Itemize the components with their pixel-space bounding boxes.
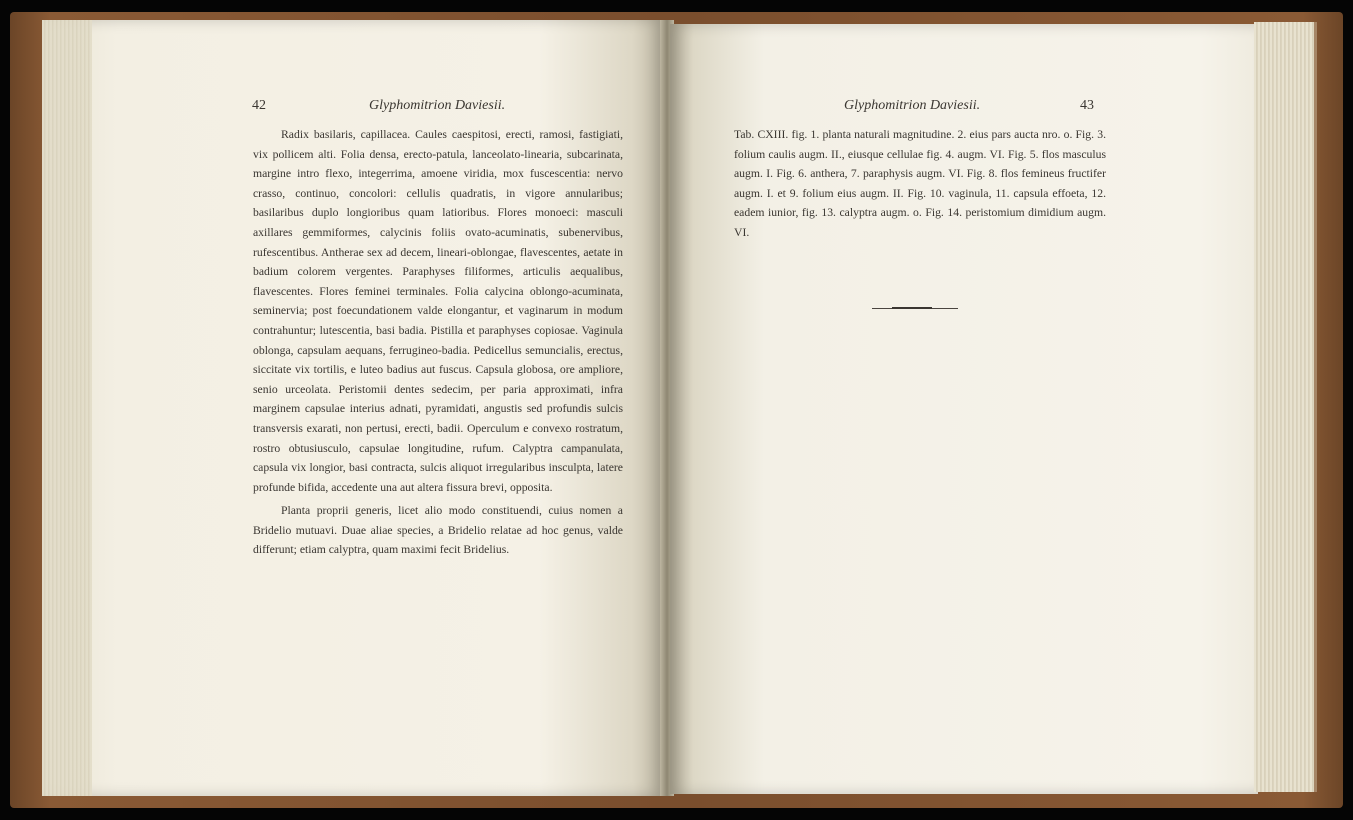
right-running-head: Glyphomitrion Daviesii. bbox=[844, 98, 981, 113]
left-page-number: 42 bbox=[252, 98, 266, 113]
left-paragraph-2: Planta proprii generis, licet alio modo constituendi, cuius nomen a Bridelio mutuavi. Duae aliae species, a Bridelio relatae ad hoc genus, valde differunt; etiam calyptra, quam maximi fecit Bridelius. bbox=[253, 504, 623, 557]
plate-explanation: Tab. CXIII. fig. 1. planta naturali magnitudine. 2. eius pars aucta nro. o. Fig. 3. folium caulis augm. II., eiusque cellulae fig. 4. augm. VI. Fig. 5. flos masculus augm. I. Fig. 6. anthera, 7. paraphysis augm. VI. Fig. 8. flos femineus fructifer augm. I. et 9. folium eius augm. II. Fig. 10. vaginula, 11. capsula effoeta, 12. eadem iunior, fig. 13. calyptra augm. o. Fig. 14. peristomium dimidium augm. VI. bbox=[734, 128, 1106, 239]
right-page-number: 43 bbox=[1080, 98, 1094, 113]
left-paragraph-1: Radix basilaris, capillacea. Caules caespitosi, erecti, ramosi, fastigiati, vix pollicem alti. Folia densa, erecto-patula, lanceolato-linearia, subcarinata, margine intro flexo, integerrima, amoene viridia, mox fuscescentia: nervo crasso, continuo, concolori: cellulis quadratis, in vigore annularibus; basilaribus duplo longioribus quam latioribus. Flores monoeci: masculi axillares gemmiformes, calycinis foliis ovato-acuminatis, subenervibus, rufescentibus. Antherae sex ad decem, lineari-oblongae, flavescentes, aetate in badium colorem vergentes. Paraphyses filiformes, articulis aequalibus, flavescentes. Flores feminei terminales. Folia calycina oblongo-acuminata, seminervia; post foecundationem valde elongantur, et vaginarum in modum contrahuntur; lutescentia, basi badia. Pistilla et paraphyses copiosae. Vaginula oblonga, capsulam aequans, ferrugineo-badia. Pedicellus semuncialis, erectus, siccitate vix tortilis, e luteo badius aut fuscus. Capsula globosa, ore ampliore, senio urceolata. Peristomii dentes sedecim, per paria approximati, infra marginem capsulae interius adnati, pyramidati, angustis sed profundis sulcis transversis exarati, non pertusi, erecti, badii. Operculum e convexo rostratum, rostro obtusiusculo, capsulae longitudine, rufum. Calyptra campanulata, capsula vix longior, basi contracta, sulcis aliquot irregularibus insculpta, latere profunde bifida, accedente una aut altera fissura brevi, opposita. bbox=[253, 128, 623, 494]
left-page-edges bbox=[42, 20, 92, 796]
right-page-body bbox=[734, 125, 1106, 243]
left-running-head: Glyphomitrion Daviesii. bbox=[369, 98, 506, 113]
right-page-edges bbox=[1254, 22, 1317, 792]
section-divider-rule bbox=[872, 308, 958, 309]
left-page-body bbox=[253, 125, 623, 560]
